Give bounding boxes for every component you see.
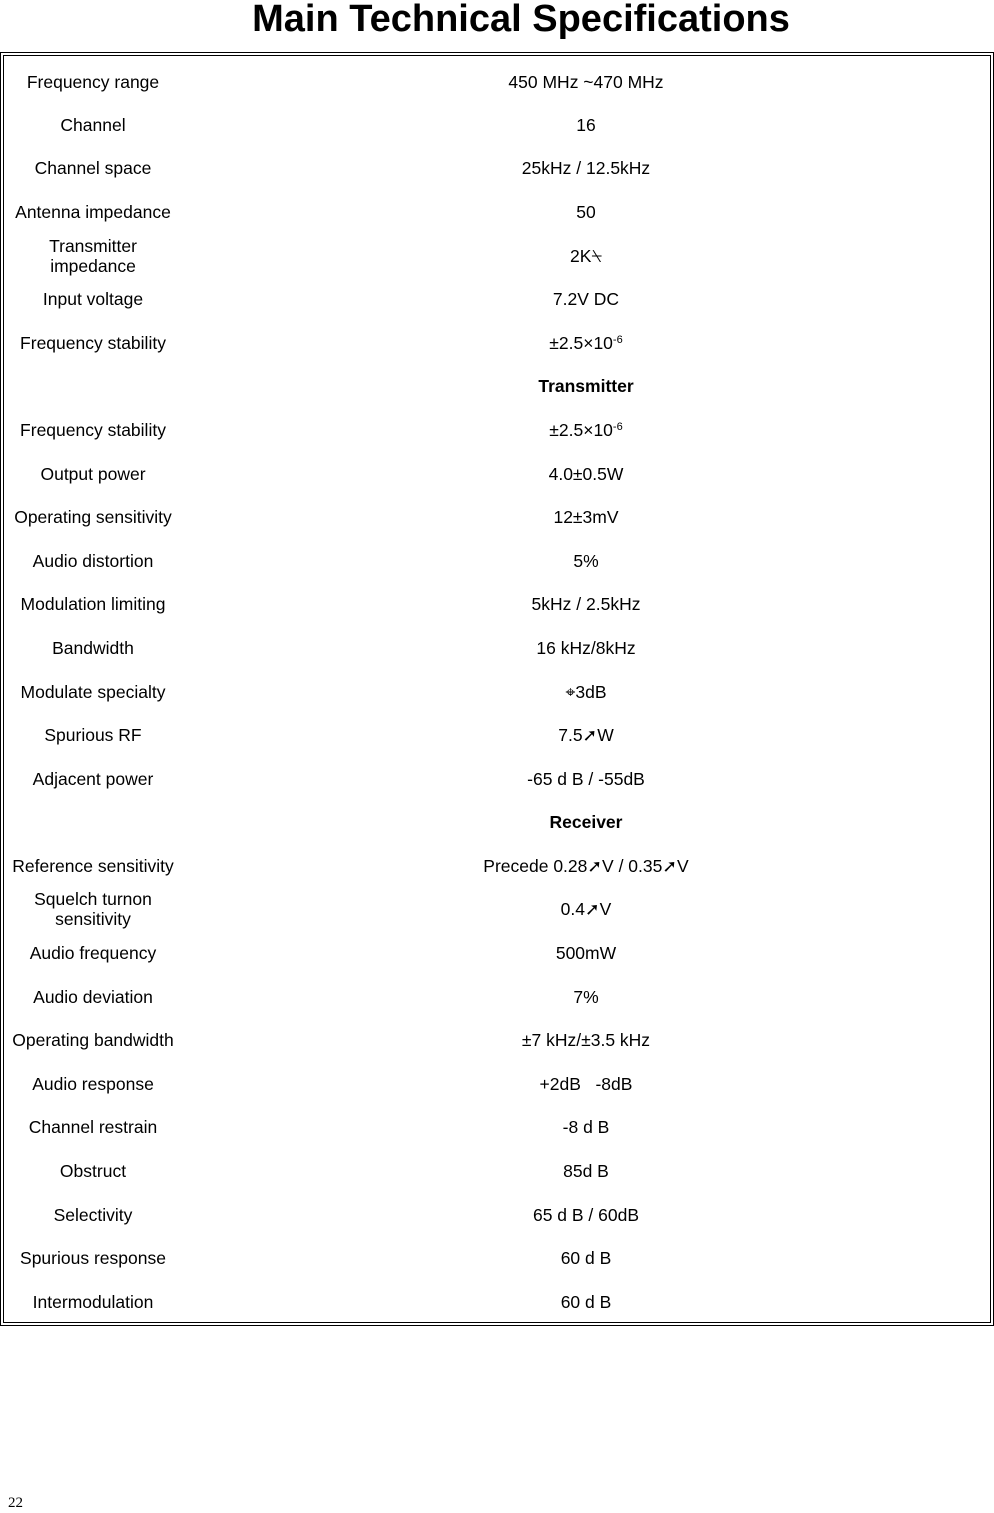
spec-row xyxy=(4,1280,990,1324)
spec-row xyxy=(4,931,990,975)
spec-row xyxy=(4,190,990,234)
spec-row xyxy=(4,670,990,714)
spec-row xyxy=(4,713,990,757)
spec-row xyxy=(4,495,990,539)
spec-value: 4.0±0.5W xyxy=(548,463,624,484)
spec-label: Frequency range xyxy=(26,72,160,92)
spec-label: Bandwidth xyxy=(52,637,134,658)
spec-label-empty xyxy=(4,365,182,409)
spec-row xyxy=(4,1018,990,1062)
spec-row xyxy=(4,1236,990,1280)
spec-label: Input voltage xyxy=(42,289,144,310)
section-heading-row xyxy=(4,365,990,409)
spec-row xyxy=(4,539,990,583)
spec-value: 50 xyxy=(576,201,596,222)
spec-value: ⌖3dB xyxy=(565,681,607,702)
spec-label: Transmitter impedance xyxy=(49,235,137,276)
spec-value: 7.5➚W xyxy=(558,725,614,746)
spec-value: 450 MHz ~470 MHz xyxy=(508,72,664,92)
spec-value: 500mW xyxy=(555,943,617,964)
page-title: Main Technical Specifications xyxy=(252,0,790,40)
spec-value-base: ±2.5×10 xyxy=(549,332,613,353)
spec-value: +2dB -8dB xyxy=(539,1073,633,1094)
spec-label: Modulation limiting xyxy=(20,594,166,615)
spec-label: Audio response xyxy=(32,1073,154,1094)
spec-value: 5% xyxy=(573,550,599,571)
spec-label: Frequency stability xyxy=(20,332,166,353)
spec-table xyxy=(0,52,994,1326)
spec-value: 12±3mV xyxy=(553,507,619,528)
page-number: 22 xyxy=(8,1495,23,1511)
spec-label: Adjacent power xyxy=(32,768,154,789)
spec-label: Audio frequency xyxy=(29,943,157,964)
spec-label: Reference sensitivity xyxy=(12,855,174,876)
transmitter-heading: Transmitter xyxy=(538,376,634,397)
spec-row xyxy=(4,1062,990,1106)
spec-value: 16 xyxy=(576,114,596,135)
spec-label: Audio deviation xyxy=(33,986,153,1007)
spec-value: 60 d B xyxy=(560,1291,612,1312)
spec-row xyxy=(4,844,990,888)
spec-row xyxy=(4,888,990,932)
spec-label: Channel xyxy=(60,114,126,135)
spec-row xyxy=(4,626,990,670)
spec-label: Output power xyxy=(40,463,146,484)
spec-row xyxy=(4,103,990,147)
spec-label: Frequency stability xyxy=(20,419,166,440)
spec-label: Spurious response xyxy=(20,1248,166,1269)
spec-label: Operating bandwidth xyxy=(12,1030,174,1051)
spec-row xyxy=(4,452,990,496)
spec-value: 60 d B xyxy=(560,1248,612,1269)
spec-label: Channel space xyxy=(34,158,152,179)
spec-row xyxy=(4,757,990,801)
spec-label: Intermodulation xyxy=(32,1291,154,1312)
section-heading-row xyxy=(4,801,990,845)
spec-row xyxy=(4,975,990,1019)
spec-value: 16 kHz/8kHz xyxy=(536,637,636,658)
spec-value: 25kHz / 12.5kHz xyxy=(521,158,651,179)
spec-rows xyxy=(4,61,990,1324)
spec-value: ±2.5×10 $^{-6}$ xyxy=(549,419,623,440)
spec-label: Operating sensitivity xyxy=(14,507,172,528)
spec-label: Spurious RF xyxy=(44,725,142,746)
spec-value: -65 d B / -55dB xyxy=(527,768,645,789)
spec-label: Antenna impedance xyxy=(15,201,171,222)
spec-value: 2K⍀ xyxy=(570,245,602,266)
spec-value: ±2.5×10 $^{-6}$ xyxy=(549,332,623,353)
spec-value: 7.2V DC xyxy=(552,289,620,310)
spec-row xyxy=(4,1106,990,1150)
spec-row xyxy=(4,1149,990,1193)
spec-row xyxy=(4,408,990,452)
receiver-heading: Receiver xyxy=(549,812,623,833)
spec-value: 65 d B / 60dB xyxy=(532,1204,640,1225)
spec-label: Channel restrain xyxy=(28,1117,158,1138)
spec-value-base: ±2.5×10 xyxy=(549,419,613,440)
spec-value: -8 d B xyxy=(562,1117,610,1138)
spec-row xyxy=(4,234,990,278)
spec-row xyxy=(4,277,990,321)
spec-row xyxy=(4,61,990,103)
spec-row xyxy=(4,583,990,627)
spec-value: Precede 0.28➚V / 0.35➚V xyxy=(483,855,689,876)
spec-label: Modulate specialty xyxy=(20,681,166,702)
spec-label: Audio distortion xyxy=(32,550,154,571)
spec-value: 85d B xyxy=(563,1161,609,1182)
spec-value: 5kHz / 2.5kHz xyxy=(531,594,641,615)
spec-label: Squelch turnon sensitivity xyxy=(34,889,152,930)
spec-label: Selectivity xyxy=(53,1204,133,1225)
spec-value: 0.4➚V xyxy=(560,899,612,920)
spec-value: ±7 kHz/±3.5 kHz xyxy=(521,1030,651,1051)
spec-label: Obstruct xyxy=(59,1161,127,1182)
spec-row xyxy=(4,147,990,191)
spec-label-empty xyxy=(4,801,182,845)
spec-row xyxy=(4,1193,990,1237)
spec-value: 7% xyxy=(573,986,599,1007)
spec-row xyxy=(4,321,990,365)
